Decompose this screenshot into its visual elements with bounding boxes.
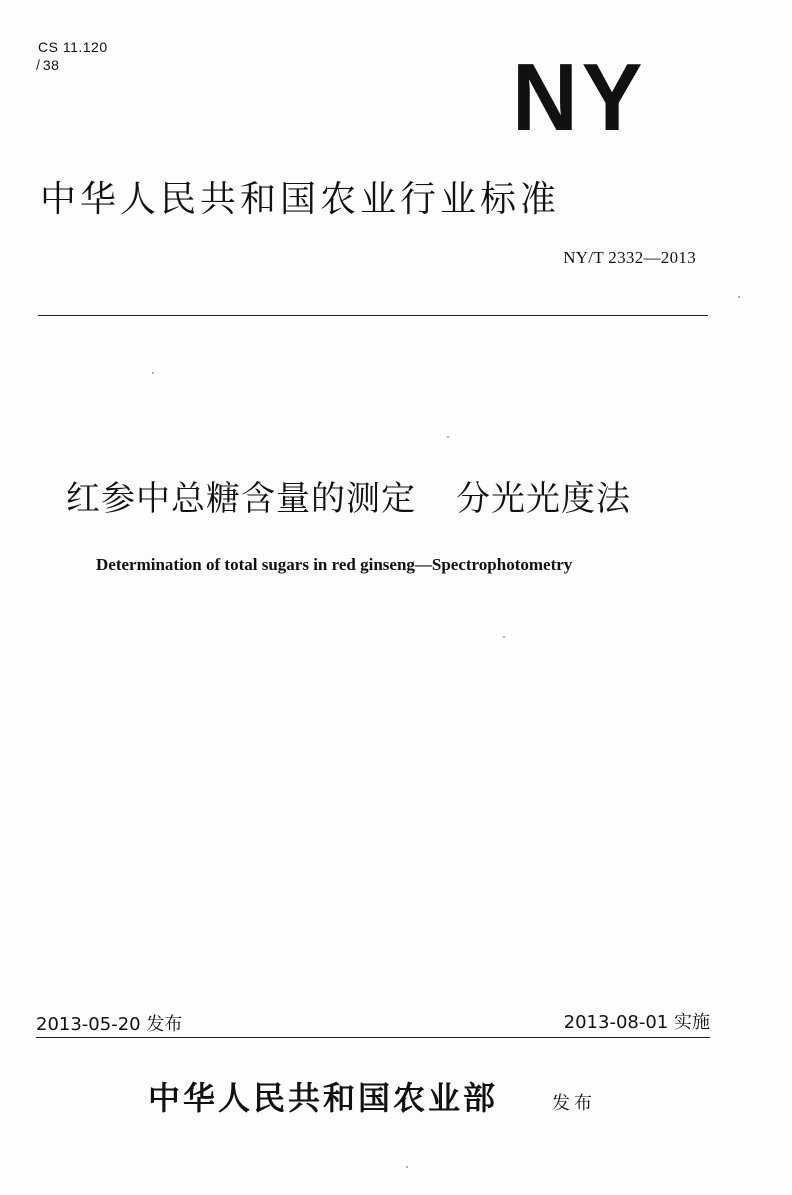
scan-speck xyxy=(503,636,505,638)
chinese-title-method: 分光光度法 xyxy=(456,479,631,519)
chinese-title xyxy=(66,478,631,520)
issue-date: 2013-05-20 发布 xyxy=(36,1014,183,1035)
classification-codes xyxy=(38,38,108,74)
issuing-authority: 中华人民共和国农业部 xyxy=(148,1079,499,1117)
chinese-title-main: 红参中总糖含量的测定 xyxy=(66,479,416,519)
scan-speck xyxy=(447,436,449,438)
bottom-divider xyxy=(36,1037,710,1038)
english-title: Determination of total sugars in red ginseng—Spectrophotometry xyxy=(96,555,573,574)
scan-speck xyxy=(406,1166,408,1168)
ics-code: CS 11.120 xyxy=(38,39,108,55)
top-divider xyxy=(38,315,708,316)
standard-number: NY/T 2332—2013 xyxy=(563,248,696,267)
issuing-label: 发布 xyxy=(552,1093,596,1114)
scan-speck xyxy=(738,296,740,298)
standard-type-heading: 中华人民共和国农业行业标准 xyxy=(40,179,561,220)
implementation-date: 2013-08-01 实施 xyxy=(563,1012,710,1033)
ccs-code: ̸ 38 xyxy=(38,57,60,73)
scan-speck xyxy=(152,372,154,374)
ny-logo: NY xyxy=(512,44,647,151)
